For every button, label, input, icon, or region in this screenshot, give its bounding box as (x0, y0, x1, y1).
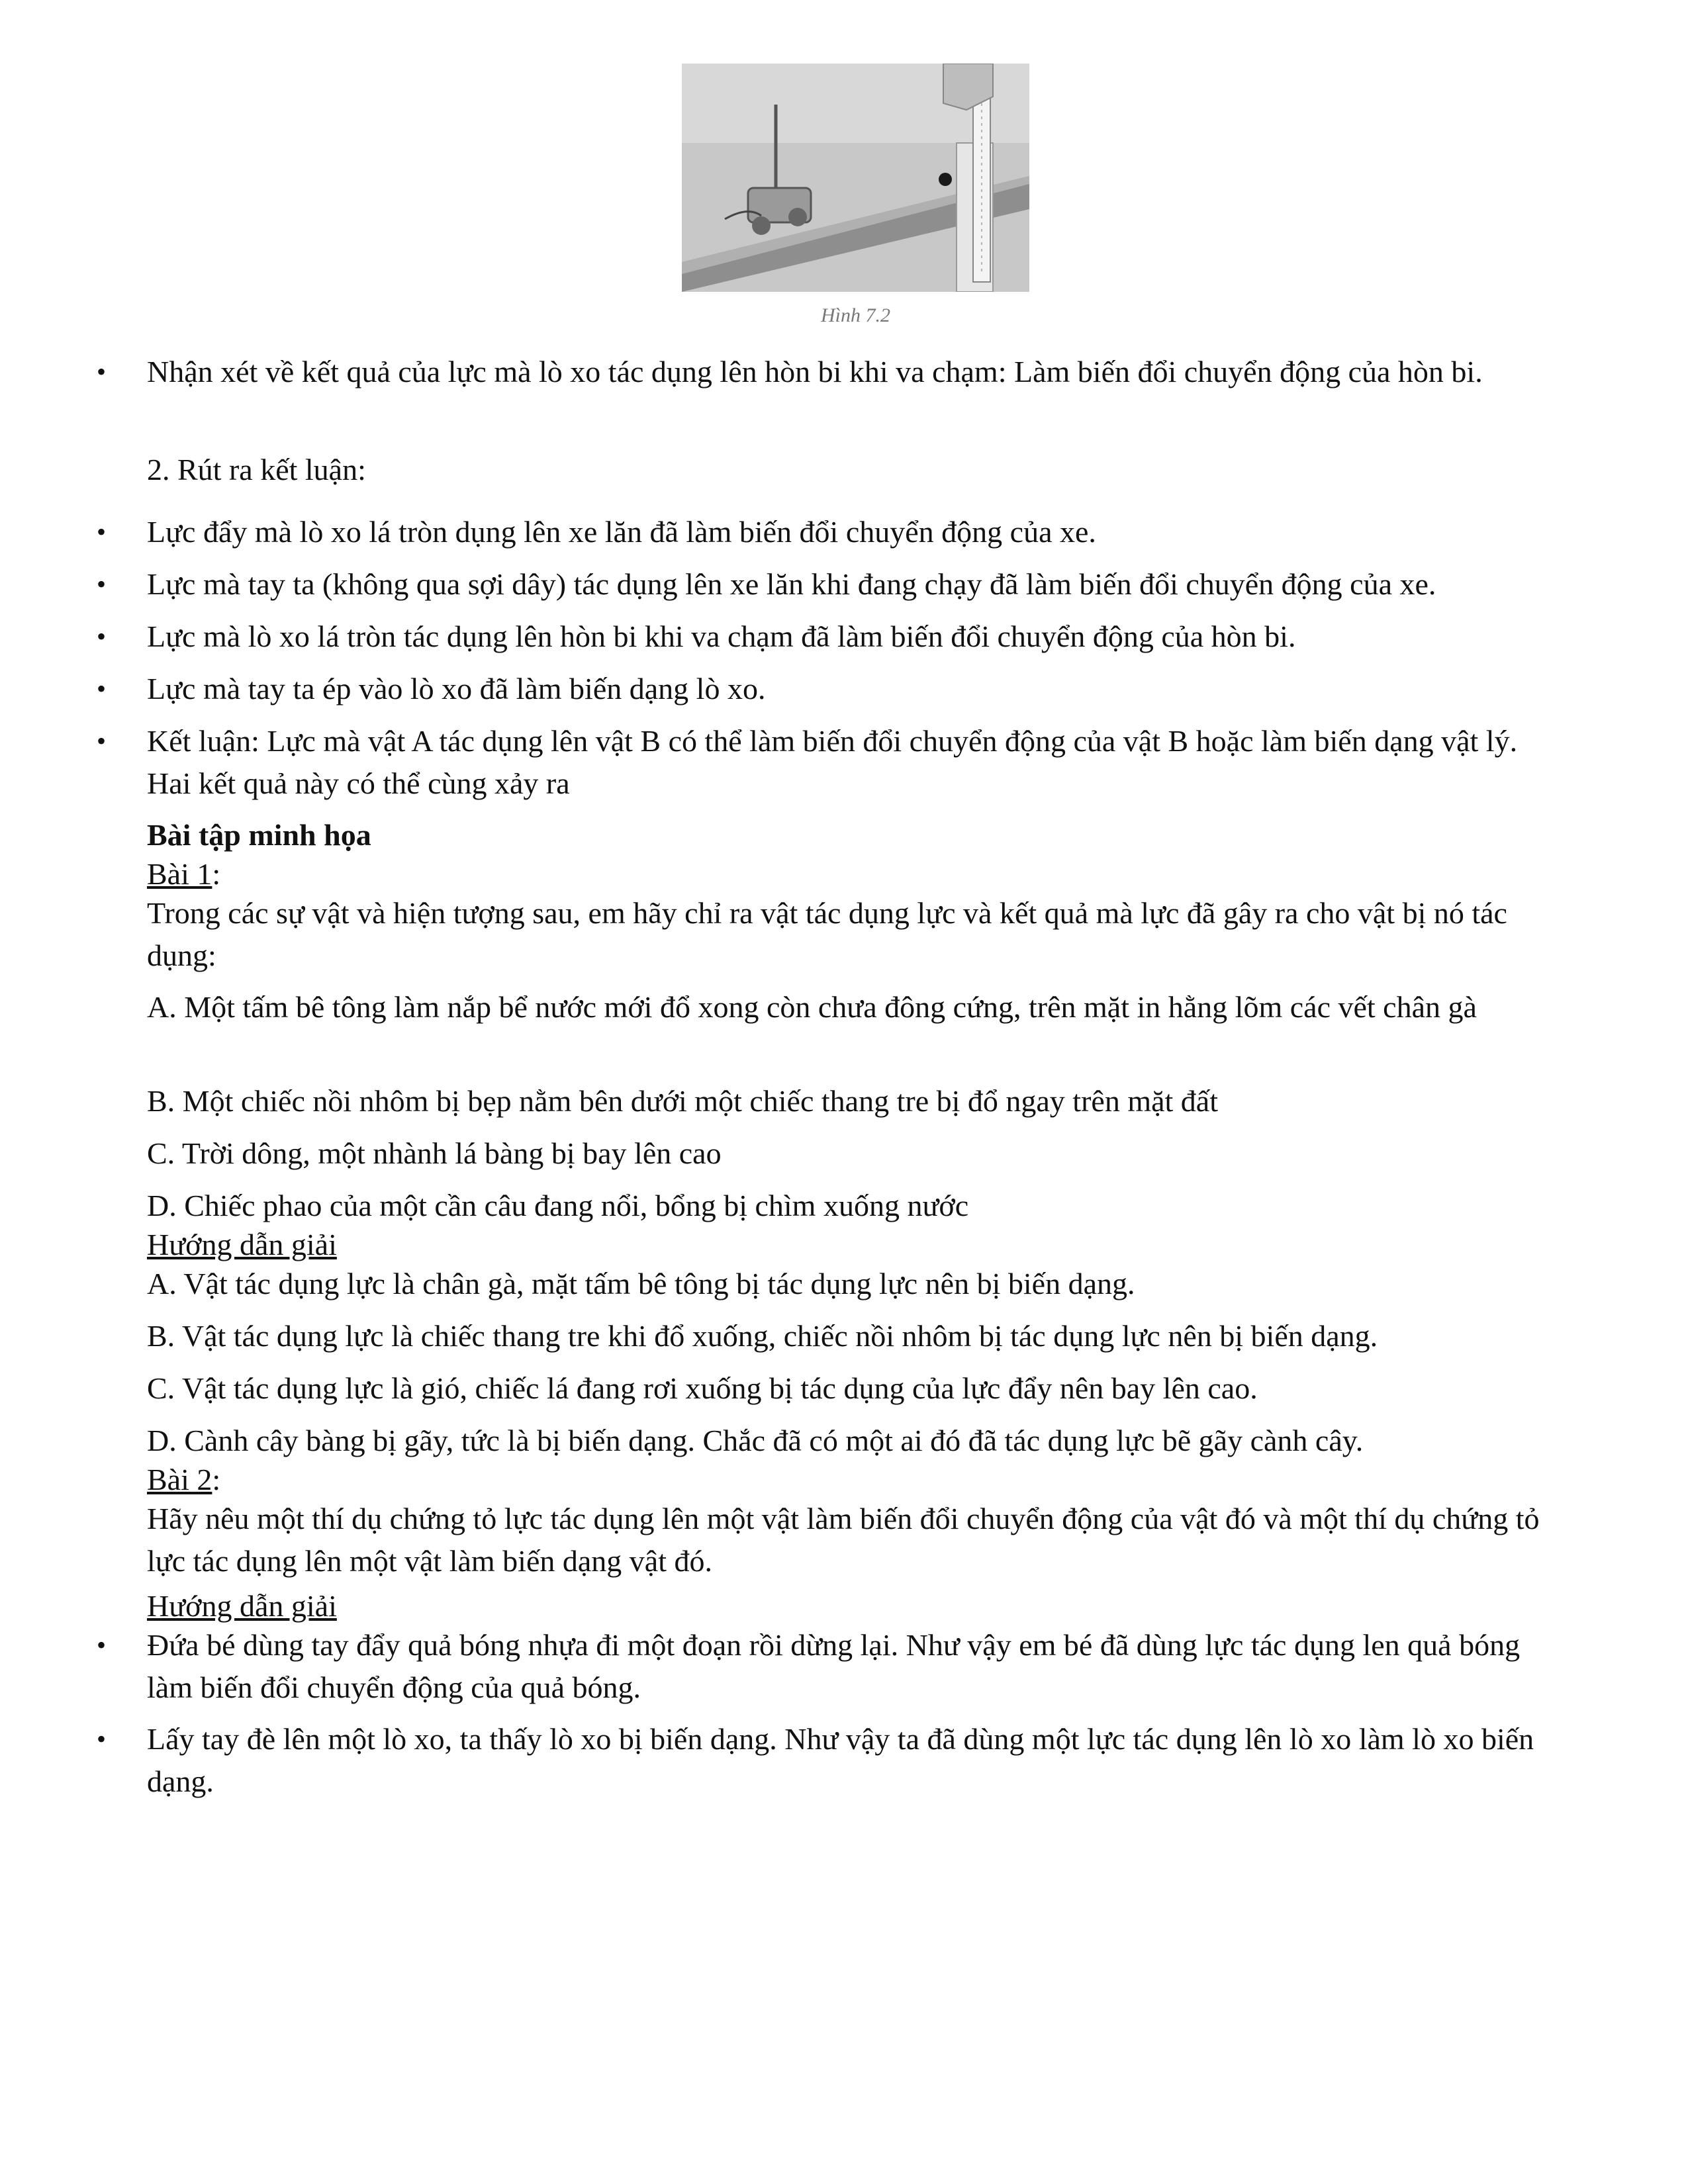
label-colon: : (212, 857, 221, 891)
figure-caption: Hình 7.2 (821, 304, 890, 326)
experiment-photo (682, 64, 1029, 292)
observation-text: Nhận xét về kết quả của lực mà lò xo tác dụng lên hòn bi khi va chạm: Làm biến đổi chuyển động của hòn bi. (147, 355, 1483, 388)
exercise-1-title: Bài 1 (147, 857, 212, 891)
bullet-marker: • (97, 1630, 107, 1660)
exercise-2-solution-title: Hướng dẫn giải (147, 1589, 337, 1623)
bullet-marker: • (97, 357, 107, 387)
bullet-marker: • (97, 726, 107, 756)
experiment-illustration (682, 64, 1029, 292)
exercise-1-option-b: B. Một chiếc nồi nhôm bị bẹp nằm bên dưới một chiếc thang tre bị đổ ngay trên mặt đất (147, 1084, 1218, 1118)
solution-1-d: D. Cành cây bàng bị gãy, tức là bị biến dạng. Chắc đã có một ai đó đã tác dụng lực bẽ gãy cành cây. (147, 1424, 1364, 1457)
conclusion-summary: Kết luận: Lực mà vật A tác dụng lên vật B có thể làm biến đổi chuyển động của vật B hoặc làm biến dạng vật lý. Hai kết quả này có thể cùng xảy ra (147, 724, 1518, 800)
exercise-1-option-a: A. Một tấm bê tông làm nắp bể nước mới đổ xong còn chưa đông cứng, trên mặt in hằng lõm các vết chân gà (147, 990, 1477, 1024)
conclusion-item-1: Lực đẩy mà lò xo lá tròn dụng lên xe lăn đã làm biến đổi chuyển động của xe. (147, 515, 1096, 549)
conclusion-item-2: Lực mà tay ta (không qua sợi dây) tác dụng lên xe lăn khi đang chạy đã làm biến đổi chuyển động của xe. (147, 567, 1436, 601)
solution-1-b: B. Vật tác dụng lực là chiếc thang tre khi đổ xuống, chiếc nồi nhôm bị tác dụng lực nên bị biến dạng. (147, 1319, 1378, 1353)
exercise-2-title: Bài 2 (147, 1463, 212, 1496)
exercise-1-option-d: D. Chiếc phao của một cần câu đang nổi, bổng bị chìm xuống nước (147, 1189, 969, 1222)
exercise-1-option-c: C. Trời dông, một nhành lá bàng bị bay lên cao (147, 1136, 722, 1170)
label-colon: : (212, 1463, 221, 1496)
exercise-1-question: Trong các sự vật và hiện tượng sau, em hãy chỉ ra vật tác dụng lực và kết quả mà lực đã gây ra cho vật bị nó tác dụng: (147, 896, 1507, 972)
bullet-marker: • (97, 621, 107, 651)
section-title: Bài tập minh họa (147, 818, 371, 852)
exercise-1-label (147, 853, 1564, 895)
conclusion-item-4: Lực mà tay ta ép vào lò xo đã làm biến dạng lò xo. (147, 672, 766, 705)
exercise-1-solution-title: Hướng dẫn giải (147, 1228, 337, 1261)
exercise-2-label (147, 1459, 1564, 1501)
bullet-marker: • (97, 517, 107, 547)
solution-2-item-1: Đứa bé dùng tay đẩy quả bóng nhựa đi một đoạn rồi dừng lại. Như vậy em bé đã dùng lực tác dụng len quả bóng làm biến đổi chuyển động của quả bóng. (147, 1628, 1521, 1704)
conclusion-heading: 2. Rút ra kết luận: (147, 453, 366, 486)
solution-1-c: C. Vật tác dụng lực là gió, chiếc lá đang rơi xuống bị tác dụng của lực đẩy nên bay lên cao. (147, 1371, 1258, 1405)
bullet-marker: • (97, 674, 107, 704)
conclusion-item-3: Lực mà lò xo lá tròn tác dụng lên hòn bi khi va chạm đã làm biến đổi chuyển động của hòn bi. (147, 619, 1296, 653)
bullet-marker: • (97, 569, 107, 599)
solution-2-item-2: Lấy tay đè lên một lò xo, ta thấy lò xo bị biến dạng. Như vậy ta đã dùng một lực tác dụng lên lò xo làm lò xo biến dạng. (147, 1722, 1534, 1798)
bullet-marker: • (97, 1724, 107, 1754)
solution-1-a: A. Vật tác dụng lực là chân gà, mặt tấm bê tông bị tác dụng lực nên bị biến dạng. (147, 1267, 1135, 1300)
exercise-2-question: Hãy nêu một thí dụ chứng tỏ lực tác dụng lên một vật làm biến đổi chuyển động của vật đó và một thí dụ chứng tỏ lực tác dụng lên một vật làm biến dạng vật đó. (147, 1502, 1540, 1578)
